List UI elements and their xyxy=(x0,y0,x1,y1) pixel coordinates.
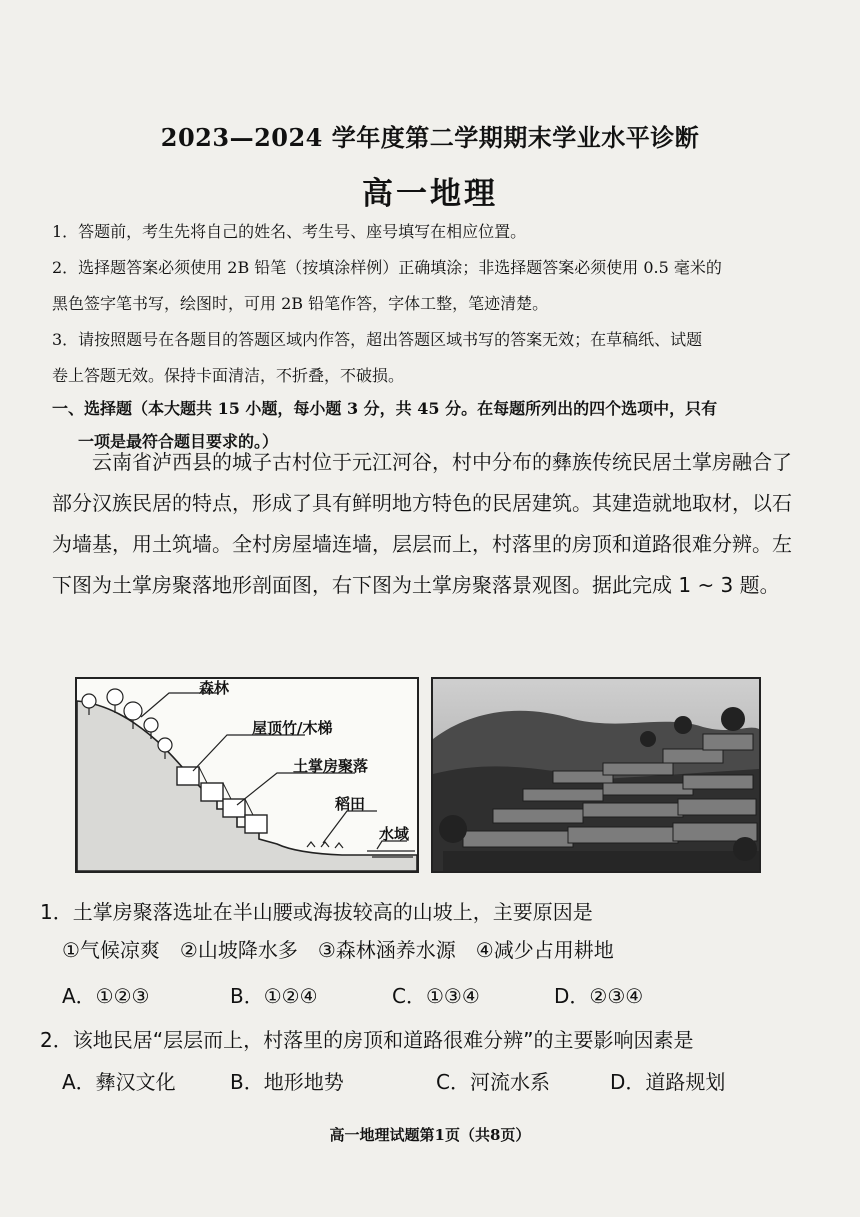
option-b: B．地形地势 xyxy=(230,1070,344,1094)
question-1-options xyxy=(62,980,762,1010)
label-water: 水域 xyxy=(379,825,410,843)
exam-title: 2023—2024 学年度第二学期期末学业水平诊断 xyxy=(160,123,700,152)
settlement-landscape-photo xyxy=(431,677,761,873)
question-2-stem: 2．该地民居“层层而上，村落里的房顶和道路很难分辨”的主要影响因素是 xyxy=(40,1028,694,1052)
section-heading-line: 一、选择题（本大题共 15 小题，每小题 3 分，共 45 分。在每题所列出的四个选项中，只有 xyxy=(52,399,718,418)
label-paddy: 稻田 xyxy=(335,795,366,813)
question-1-items: ①气候凉爽 ②山坡降水多 ③森林涵养水源 ④减少占用耕地 xyxy=(62,938,614,962)
instruction-line: 2．选择题答案必须使用 2B 铅笔（按填涂样例）正确填涂；非选择题答案必须使用 0.5 毫米的 xyxy=(52,258,722,277)
option-a: A．①②③ xyxy=(62,984,150,1008)
option-d: D．道路规划 xyxy=(610,1070,726,1094)
terrain-profile-figure xyxy=(75,677,419,873)
option-a: A．彝汉文化 xyxy=(62,1070,176,1094)
instruction-line: 3．请按照题号在各题目的答题区域内作答，超出答题区域书写的答案无效；在草稿纸、试题 xyxy=(52,330,703,349)
question-1-stem: 1．土掌房聚落选址在半山腰或海拔较高的山坡上，主要原因是 xyxy=(40,900,593,924)
option-c: C．①③④ xyxy=(392,984,480,1008)
instruction-line: 1．答题前，考生先将自己的姓名、考生号、座号填写在相应位置。 xyxy=(52,222,527,241)
reading-passage: 云南省泸西县的城子古村位于元江河谷，村中分布的彝族传统民居土掌房融合了部分汉族民居的特点，形成了具有鲜明地方特色的民居建筑。其建造就地取材，以石为墙基，用土筑墙。全村房屋墙连墙，层层而上，村落里的房顶和道路很难分辨。左下图为土掌房聚落地形剖面图，右下图为土掌房聚落景观图。据此完成 1 ~ 3 题。 xyxy=(52,450,792,597)
label-forest: 森林 xyxy=(199,679,230,697)
option-d: D．②③④ xyxy=(554,984,644,1008)
section-heading-line: 一项是最符合题目要求的。） xyxy=(78,432,279,451)
label-settlement: 土掌房聚落 xyxy=(293,757,369,775)
option-b: B．①②④ xyxy=(230,984,318,1008)
instruction-line: 卷上答题无效。保持卡面清洁，不折叠，不破损。 xyxy=(52,366,405,385)
instructions xyxy=(52,214,782,394)
landscape-photo-drawing xyxy=(433,679,759,871)
exam-subject: 高一地理 xyxy=(362,176,498,212)
page-footer: 高一地理试题第1页（共8页） xyxy=(329,1126,531,1144)
label-roof-ladder: 屋顶竹/木梯 xyxy=(252,719,333,737)
option-c: C．河流水系 xyxy=(436,1070,550,1094)
instruction-line: 黑色签字笔书写，绘图时，可用 2B 铅笔作答，字体工整，笔迹清楚。 xyxy=(52,294,549,313)
figures xyxy=(75,677,765,873)
question-2-options xyxy=(62,1066,782,1096)
